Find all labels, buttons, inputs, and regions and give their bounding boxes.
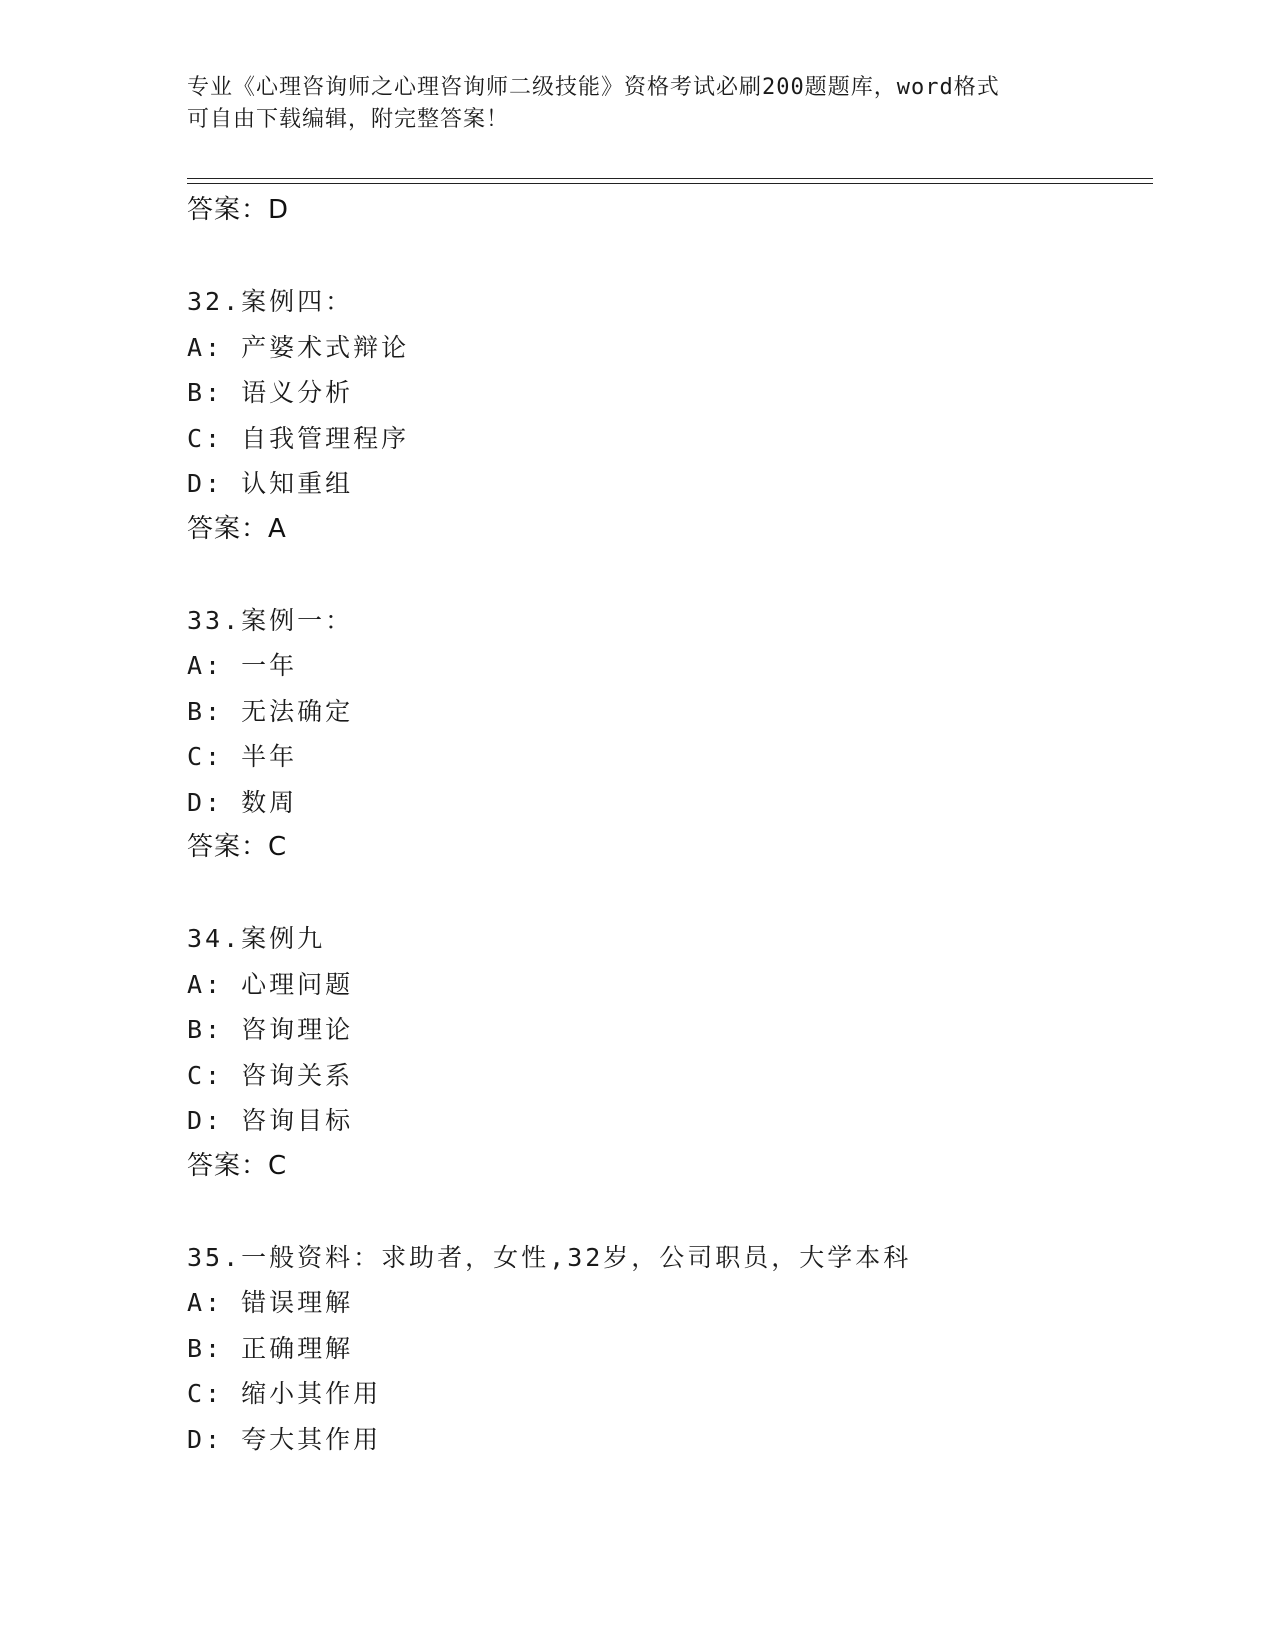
option-a: A: 产婆术式辩论 (187, 332, 410, 362)
option-d: D: 夸大其作用 (187, 1424, 382, 1454)
question-block (187, 279, 1153, 552)
header-divider-bottom (187, 183, 1153, 184)
option-b: B: 正确理解 (187, 1333, 354, 1363)
spacer (187, 234, 1153, 280)
option-a: A: 错误理解 (187, 1288, 354, 1317)
document-header (187, 72, 1067, 136)
question-block (187, 598, 1153, 871)
option-c: C: 咨询关系 (187, 1060, 354, 1090)
option-c: C: 半年 (187, 742, 298, 771)
option-d: D: 数周 (187, 787, 298, 817)
option-b: B: 无法确定 (187, 696, 354, 726)
answer-line: 答案：C (187, 1150, 288, 1181)
spacer (187, 552, 1153, 598)
question-block (187, 916, 1153, 1189)
spacer (187, 1189, 1153, 1235)
question-list (187, 188, 1153, 1462)
question-stem: 32.案例四： (187, 287, 354, 316)
header-divider-top (187, 178, 1153, 179)
option-d: D: 咨询目标 (187, 1106, 354, 1135)
question-stem: 33.案例一： (187, 605, 354, 635)
option-a: A: 一年 (187, 651, 298, 680)
question-stem: 35.一般资料：求助者，女性,32岁，公司职员，大学本科 (187, 1242, 912, 1272)
header-line-1: 专业《心理咨询师之心理咨询师二级技能》资格考试必刷200题题库，word格式 (187, 75, 1000, 100)
question-block (187, 1235, 1153, 1463)
option-c: C: 自我管理程序 (187, 423, 410, 453)
answer-line: 答案：A (187, 513, 287, 544)
option-c: C: 缩小其作用 (187, 1379, 382, 1408)
answer-line: 答案：C (187, 832, 288, 862)
header-line-2: 可自由下载编辑，附完整答案！ (187, 107, 510, 132)
option-d: D: 认知重组 (187, 469, 354, 498)
spacer (187, 871, 1153, 917)
option-a: A: 心理问题 (187, 969, 354, 999)
option-b: B: 语义分析 (187, 378, 354, 407)
answer-line: 答案：D (187, 195, 290, 225)
question-stem: 34.案例九 (187, 924, 326, 953)
option-b: B: 咨询理论 (187, 1015, 354, 1044)
